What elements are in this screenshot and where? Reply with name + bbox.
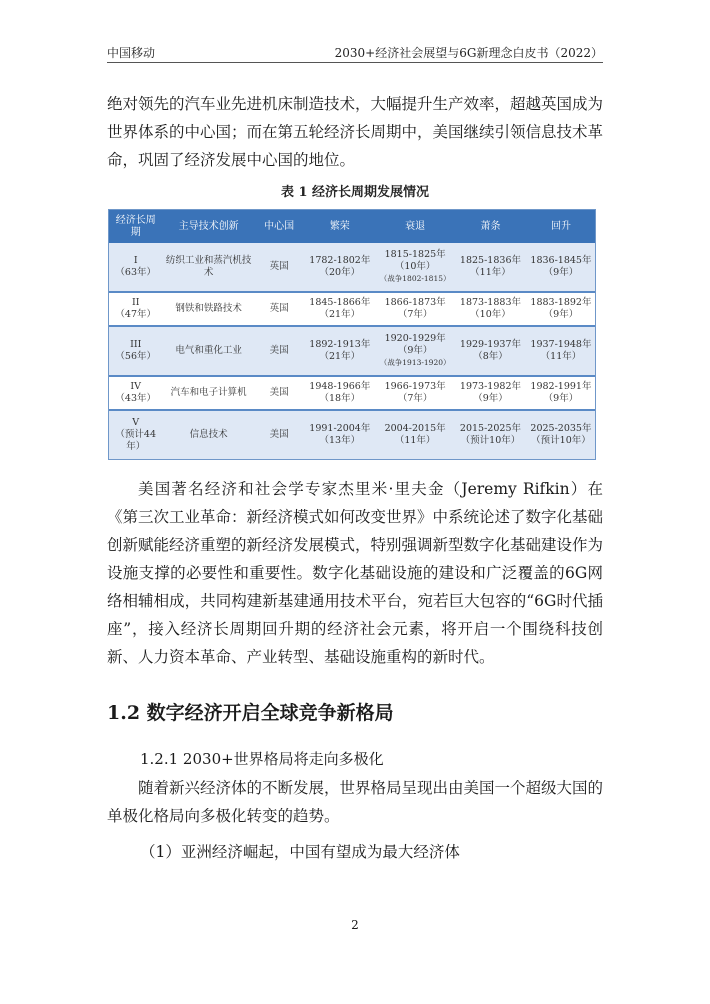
cell-text-prosperity-len: （21年） xyxy=(319,308,361,320)
table-cell xyxy=(109,376,162,410)
cell-text-length: （43年） xyxy=(115,393,157,405)
cell-text-tech: 钢铁和铁路技术 xyxy=(175,302,242,314)
cell-text-prosperity: 1892-1913年 xyxy=(309,338,371,350)
table-cell xyxy=(255,410,304,459)
table-cell xyxy=(255,326,304,376)
cell-text-length: （47年） xyxy=(115,308,157,320)
table-cell xyxy=(454,410,527,459)
paragraph-intro: 绝对领先的汽车业先进机床制造技术，大幅提升生产效率，超越英国成为世界体系的中心国；而在第五轮经济长周期中，美国继续引领信息技术革命，巩固了经济发展中心国的地位。 xyxy=(107,95,604,169)
cell-text-depression-len: （9年） xyxy=(473,393,508,405)
cell-text-period: IV xyxy=(130,381,142,393)
cell-text-country: 美国 xyxy=(269,387,289,399)
cell-text-recovery-len: （9年） xyxy=(543,266,579,278)
table-cell xyxy=(162,243,254,292)
cell-text-recession-len: （7年） xyxy=(397,308,433,320)
cell-text-depression: 1973-1982年 xyxy=(459,381,521,393)
cell-text-tech: 纺织工业和蒸汽机技术 xyxy=(165,254,252,278)
cell-text-country: 美国 xyxy=(269,429,289,441)
cell-text-period: II xyxy=(131,296,140,308)
cell-text-recovery: 1982-1991年 xyxy=(530,381,592,393)
cell-text-recovery-len: （9年） xyxy=(543,393,579,405)
cell-text-depression-len: （预计10年） xyxy=(460,435,521,447)
cell-text-prosperity: 1948-1966年 xyxy=(309,381,371,393)
cell-text-period: I xyxy=(133,254,138,266)
cell-text-depression: 1873-1883年 xyxy=(459,296,521,308)
cell-text-recovery-len: （9年） xyxy=(543,308,579,320)
header-cell: 中心国 xyxy=(255,210,304,243)
cell-text-prosperity: 1782-1802年 xyxy=(309,254,371,266)
paragraph-multipolar: 随着新兴经济体的不断发展，世界格局呈现出由美国一个超级大国的单极化格局向多极化转变的趋势。 xyxy=(107,779,604,825)
cell-text-recovery: 1937-1948年 xyxy=(530,338,592,350)
table-cell xyxy=(527,292,595,326)
header-cell: 回升 xyxy=(527,210,595,243)
cell-text-recession: 1966-1973年 xyxy=(384,381,446,393)
cell-text-depression-len: （8年） xyxy=(473,350,508,362)
table-cell xyxy=(303,326,376,376)
cell-text-tech: 汽车和电子计算机 xyxy=(170,387,247,399)
cell-text-recession: 1866-1873年 xyxy=(384,296,446,308)
table-cell xyxy=(255,243,304,292)
table-cell xyxy=(303,410,376,459)
table-row xyxy=(109,326,595,376)
table-cell xyxy=(109,326,162,376)
cell-text-depression-len: （10年） xyxy=(470,308,511,320)
table-cell xyxy=(376,410,454,459)
page-header xyxy=(107,40,603,63)
table-cell xyxy=(527,243,595,292)
cell-text-period: III xyxy=(130,338,142,350)
cell-text-tech: 信息技术 xyxy=(189,429,228,441)
cell-text-prosperity-len: （13年） xyxy=(319,435,361,447)
table-header-row xyxy=(109,210,595,243)
cell-text-recession-len: （10年） xyxy=(394,260,436,272)
cell-text-recovery-len: （预计10年） xyxy=(531,435,591,447)
cell-text-length: （56年） xyxy=(115,350,157,362)
table-cell xyxy=(303,243,376,292)
table-row xyxy=(109,410,595,459)
cell-text-depression-len: （11年） xyxy=(470,266,511,278)
cell-text-length: （预计44年） xyxy=(115,429,157,453)
cell-text-recession-len: （11年） xyxy=(394,435,436,447)
cell-text-recession: 1920-1929年 xyxy=(384,332,446,344)
cell-text-country: 英国 xyxy=(269,260,289,272)
table-cell xyxy=(454,376,527,410)
table-cell xyxy=(109,292,162,326)
table-cell xyxy=(255,292,304,326)
cell-text-recession-len: （9年） xyxy=(397,344,433,356)
table-cell xyxy=(303,292,376,326)
table-cell xyxy=(527,326,595,376)
economic-cycle-table xyxy=(108,209,596,460)
cell-text-country: 美国 xyxy=(269,344,289,356)
cell-text-prosperity-len: （18年） xyxy=(319,393,361,405)
cell-text-recession: 1815-1825年 xyxy=(384,248,446,260)
cell-text-depression: 1929-1937年 xyxy=(459,338,521,350)
table-row xyxy=(109,292,595,326)
header-cell: 经济长周期 xyxy=(109,210,162,243)
table-body xyxy=(109,243,595,459)
cell-text-depression: 1825-1836年 xyxy=(459,254,521,266)
table-cell xyxy=(162,292,254,326)
list-item-asia: （1）亚洲经济崛起，中国有望成为最大经济体 xyxy=(140,843,460,861)
cell-text-recovery: 1836-1845年 xyxy=(530,254,592,266)
cell-text-recession-note: （战争1913-1920） xyxy=(379,357,451,367)
cell-text-recession-note: （战争1802-1815） xyxy=(379,273,451,283)
header-left: 中国移动 xyxy=(107,46,156,60)
section-heading: 1.2 数字经济开启全球竞争新格局 xyxy=(107,702,394,724)
cell-text-recovery: 1883-1892年 xyxy=(530,296,592,308)
table-cell xyxy=(527,410,595,459)
cell-text-country: 英国 xyxy=(269,302,289,314)
table-cell xyxy=(527,376,595,410)
table-row xyxy=(109,243,595,292)
cell-text-prosperity-len: （20年） xyxy=(319,266,361,278)
table-cell xyxy=(376,376,454,410)
cell-text-period: V xyxy=(132,417,140,429)
table-cell xyxy=(303,376,376,410)
table-cell xyxy=(376,292,454,326)
header-right: 2030+经济社会展望与6G新理念白皮书（2022） xyxy=(334,46,603,60)
cell-text-recovery-len: （11年） xyxy=(540,350,582,362)
cell-text-recovery: 2025-2035年 xyxy=(530,423,592,435)
table-cell xyxy=(162,326,254,376)
table-cell xyxy=(376,326,454,376)
cell-text-recession-len: （7年） xyxy=(397,393,433,405)
table-cell xyxy=(109,410,162,459)
paragraph-rifkin: 美国著名经济和社会学专家杰里米·里夫金（Jeremy Rifkin）在《第三次工业革命：新经济模式如何改变世界》中系统论述了数字化基础创新赋能经济重塑的新经济发展模式，特别强调新型数字化基础建设作为设施支撑的必要性和重要性。数字化基础设施的建设和广泛覆盖的6G网络相辅相成，共同构建新基建通用技术平台，宛若巨大包容的“6G时代插座”，接入经济长周期回升期的经济社会元素，将开启一个围绕科技创新、人力资本革命、产业转型、基础设施重构的新时代。 xyxy=(107,480,604,666)
cell-text-prosperity: 1845-1866年 xyxy=(309,296,371,308)
subsection-heading: 1.2.1 2030+世界格局将走向多极化 xyxy=(140,750,384,768)
cell-text-prosperity-len: （21年） xyxy=(319,350,361,362)
table-cell xyxy=(109,243,162,292)
table-cell xyxy=(454,326,527,376)
table-cell xyxy=(162,376,254,410)
header-cell: 衰退 xyxy=(376,210,454,243)
cell-text-tech: 电气和重化工业 xyxy=(175,344,242,356)
cell-text-length: （63年） xyxy=(115,266,157,278)
header-cell: 主导技术创新 xyxy=(162,210,254,243)
header-cell: 繁荣 xyxy=(303,210,376,243)
cell-text-recession: 2004-2015年 xyxy=(384,423,446,435)
table-row xyxy=(109,376,595,410)
table-cell xyxy=(376,243,454,292)
header-cell: 萧条 xyxy=(454,210,527,243)
table-cell xyxy=(454,292,527,326)
table-cell xyxy=(162,410,254,459)
cell-text-depression: 2015-2025年 xyxy=(459,423,521,435)
cell-text-prosperity: 1991-2004年 xyxy=(309,423,371,435)
table-cell xyxy=(454,243,527,292)
table-cell xyxy=(255,376,304,410)
page-number: 2 xyxy=(351,918,359,932)
table-caption: 表 1 经济长周期发展情况 xyxy=(280,185,430,200)
